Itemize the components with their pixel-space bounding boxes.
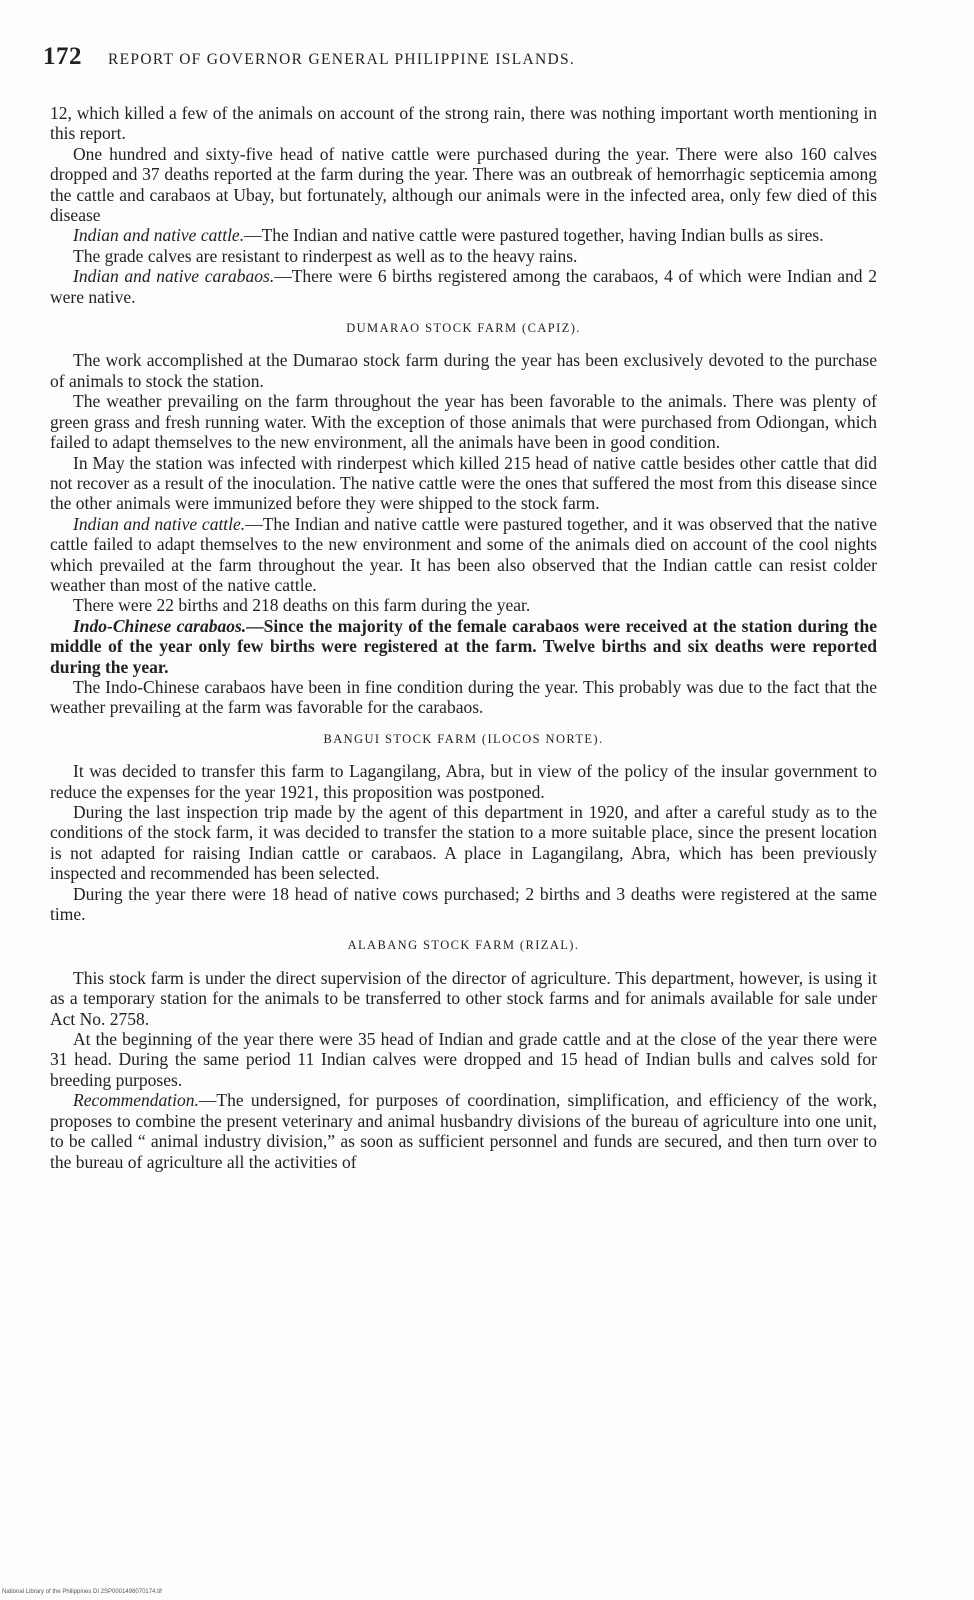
paragraph: The Indo-Chinese carabaos have been in fine condition during the year. This probably was due to the fact that the weather prevailing at the farm was favorable for the carabaos.: [50, 676, 877, 718]
scan-credit: National Library of the Philippines DI 2SP0001496070174.tif: [2, 1589, 162, 1595]
paragraph-text: —There were 6 births registered among the carabaos, 4 of which were Indian and 2 were native.: [50, 266, 877, 307]
paragraph: [50, 616, 877, 677]
paragraph-text: —The Indian and native cattle were pastured together, having Indian bulls as sires.: [244, 225, 824, 246]
paragraph: [50, 225, 877, 245]
page-header: [43, 43, 903, 83]
paragraph: During the last inspection trip made by the agent of this department in 1920, and after a careful study as to the conditions of the stock farm, it was decided to transfer the station to a more suitable place, since the present location is not adapted for raising Indian cattle or carabaos. A place in Lagangilang, Abra, which has been previously inspected and recommended has been selected.: [50, 802, 877, 884]
section-heading-alabang: ALABANG STOCK FARM (RIZAL).: [347, 938, 580, 953]
run-in-heading: Indo-Chinese carabaos.: [73, 615, 247, 636]
paragraph: It was decided to transfer this farm to Lagangilang, Abra, but in view of the policy of the insular government to reduce the expenses for the year 1921, this proposition was postponed.: [50, 761, 877, 802]
run-in-heading: Recommendation.: [73, 1090, 199, 1111]
paragraph: [50, 1090, 877, 1172]
paragraph: [50, 514, 877, 596]
paragraph: The grade calves are resistant to rinderpest as well as to the heavy rains.: [73, 245, 578, 266]
paragraph-text: —The Indian and native cattle were pastured together, and it was observed that the native cattle failed to adapt themselves to the new environment and some of the animals died on account of the cool nights which prevailed at the farm throughout the year. It has been also observed that the Indian cattle can resist colder weather than most of the native cattle.: [50, 513, 877, 595]
paragraph: 12, which killed a few of the animals on account of the strong rain, there was nothing important worth mentioning in this report.: [50, 103, 877, 144]
run-in-heading: Indian and native cattle.: [73, 513, 246, 534]
body-text: [50, 103, 877, 1172]
paragraph: There were 22 births and 218 deaths on this farm during the year.: [73, 595, 531, 616]
paragraph: During the year there were 18 head of native cows purchased; 2 births and 3 deaths were registered at the same time.: [50, 883, 877, 925]
paragraph: This stock farm is under the direct supervision of the director of agriculture. This department, however, is using it as a temporary station for the animals to be transferred to other stock farms and for animals available for sale under Act No. 2758.: [50, 967, 877, 1029]
paragraph: The work accomplished at the Dumarao stock farm during the year has been exclusively devoted to the purchase of animals to stock the station.: [50, 350, 877, 391]
page-number: 172: [43, 43, 82, 70]
paragraph-text: —Since the majority of the female carabaos were received at the station during the middle of the year only few births were registered at the farm. Twelve births and six deaths were reported during the year.: [50, 615, 877, 677]
paragraph: The weather prevailing on the farm throughout the year has been favorable to the animals. There was plenty of green grass and fresh running water. With the exception of those animals that were purchased from Odiongan, which failed to adapt themselves to the new environment, all the animals have been in good condition.: [50, 391, 877, 453]
running-title: REPORT OF GOVERNOR GENERAL PHILIPPINE ISLANDS.: [108, 51, 576, 68]
paragraph: In May the station was infected with rinderpest which killed 215 head of native cattle besides other cattle that did not recover as a result of the inoculation. The native cattle were the ones that suffered the most from this disease since the other animals were immunized before they were shipped to the stock farm.: [50, 452, 877, 514]
run-in-heading: Indian and native cattle.: [73, 225, 245, 246]
paragraph-text: —The undersigned, for purposes of coordination, simplification, and efficiency of the work, proposes to combine the present veterinary and animal husbandry divisions of the bureau of agriculture into one unit, to be called “ animal industry division,” as soon as sufficient personnel and funds are secured, and then turn over to the bureau of agriculture all the activities of: [50, 1090, 877, 1172]
run-in-heading: Indian and native carabaos.: [73, 266, 275, 287]
paragraph: [50, 266, 877, 307]
section-heading-dumarao: DUMARAO STOCK FARM (CAPIZ).: [346, 321, 581, 336]
section-heading-bangui: BANGUI STOCK FARM (ILOCOS NORTE).: [323, 731, 604, 746]
paragraph: At the beginning of the year there were 35 head of Indian and grade cattle and at the close of the year there were 31 head. During the same period 11 Indian calves were dropped and 15 head of Indian bulls and calves sold for breeding purposes.: [50, 1029, 877, 1090]
paragraph: One hundred and sixty-five head of native cattle were purchased during the year. There were also 160 calves dropped and 37 deaths reported at the farm during the year. There was an outbreak of hemorrhagic septicemia among the cattle and carabaos at Ubay, but fortunately, although our animals were in the infected area, only few died of this disease: [50, 143, 877, 226]
